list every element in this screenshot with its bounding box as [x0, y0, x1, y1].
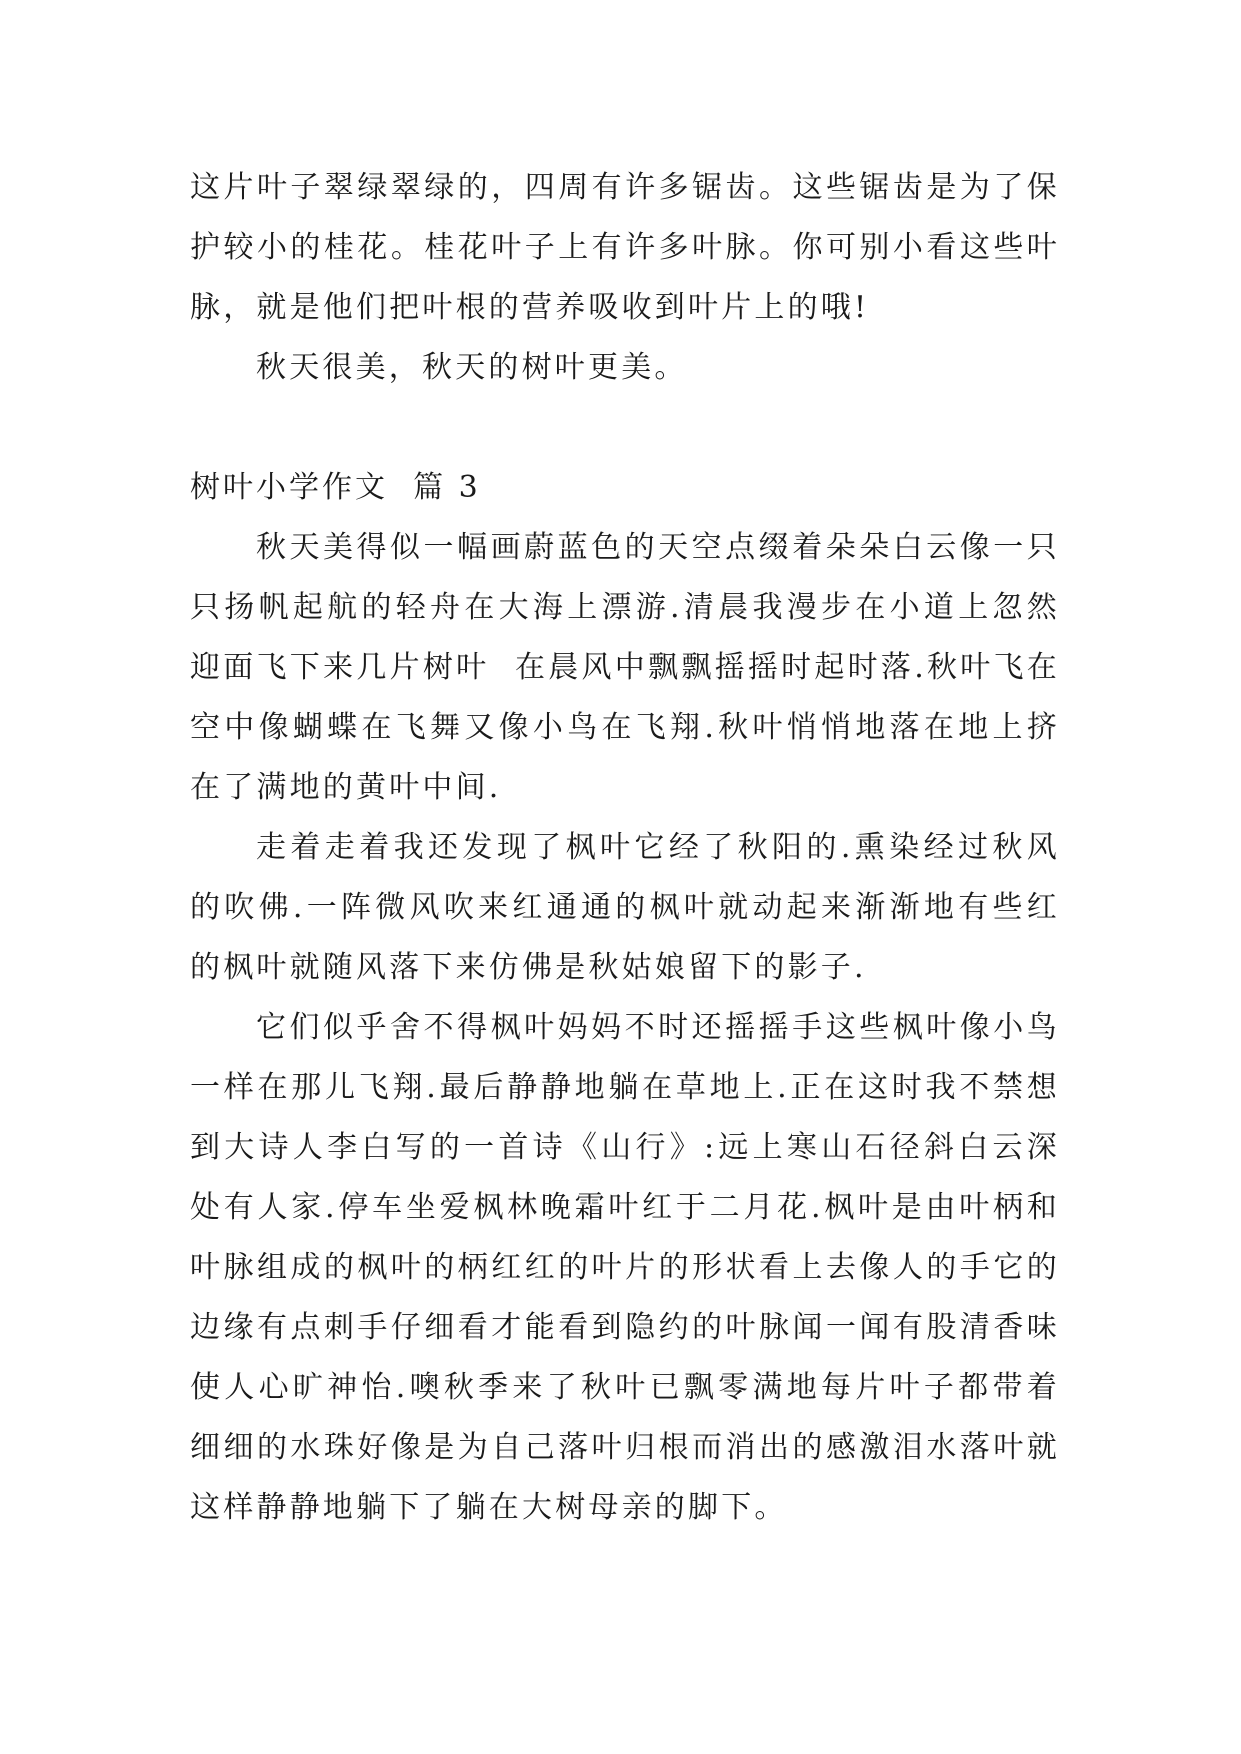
section-spacer — [190, 398, 1060, 458]
paragraph-maple-leaves: 走着走着我还发现了枫叶它经了秋阳的.熏染经过秋风的吹佛.一阵微风吹来红通通的枫叶就动起来渐渐地有些红的枫叶就随风落下来仿佛是秋姑娘留下的影子. — [190, 830, 1060, 985]
paragraph-leaf-description: 这片叶子翠绿翠绿的，四周有许多锯齿。这些锯齿是为了保护较小的桂花。桂花叶子上有许多叶脉。你可别小看这些叶脉，就是他们把叶根的营养吸收到叶片上的哦! — [190, 170, 1060, 325]
section-title: 树叶小学作文 篇 3 — [190, 470, 481, 505]
paragraph-poem-and-leaves: 它们似乎舍不得枫叶妈妈不时还摇摇手这些枫叶像小鸟一样在那儿飞翔.最后静静地躺在草地上.正在这时我不禁想到大诗人李白写的一首诗《山行》:远上寒山石径斜白云深处有人家.停车坐爱枫林晚霜叶红于二月花.枫叶是由叶柄和叶脉组成的枫叶的柄红红的叶片的形状看上去像人的手它的边缘有点刺手仔细看才能看到隐约的叶脉闻一闻有股清香味使人心旷神怡.噢秋季来了秋叶已飘零满地每片叶子都带着细细的水珠好像是为自己落叶归根而消出的感激泪水落叶就这样静静地躺下了躺在大树母亲的脚下。 — [190, 1010, 1060, 1525]
document-body — [190, 158, 1060, 1538]
paragraph-autumn-sky: 秋天美得似一幅画蔚蓝色的天空点缀着朵朵白云像一只只扬帆起航的轻舟在大海上漂游.清晨我漫步在小道上忽然迎面飞下来几片树叶 在晨风中飘飘摇摇时起时落.秋叶飞在空中像蝴蝶在飞舞又像小鸟在飞翔.秋叶悄悄地落在地上挤在了满地的黄叶中间. — [190, 530, 1060, 805]
paragraph-autumn-summary: 秋天很美，秋天的树叶更美。 — [256, 350, 688, 385]
